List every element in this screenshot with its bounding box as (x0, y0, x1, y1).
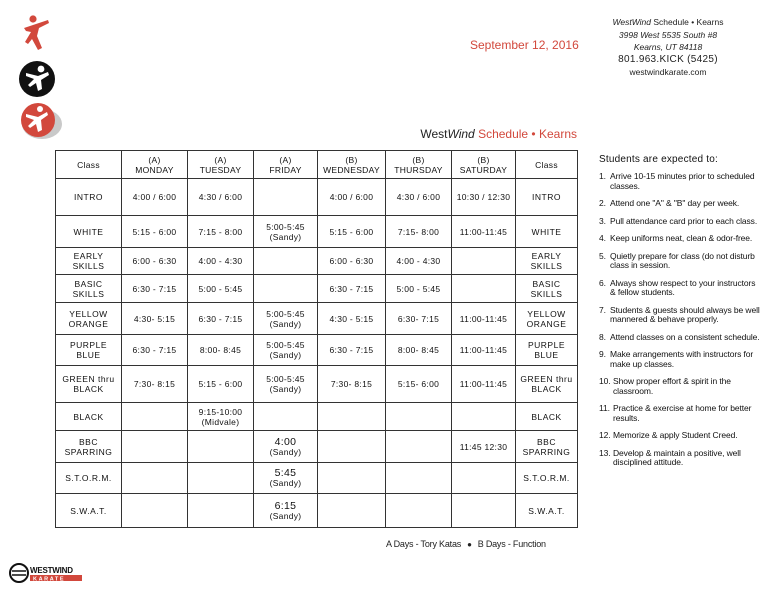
table-row (56, 303, 578, 335)
footer-legend (386, 539, 546, 549)
table-row (56, 403, 578, 431)
time-cell (254, 403, 318, 431)
time-cell: 6:30 - 7:15 (318, 335, 386, 366)
class-name-cell: BLACK (56, 403, 122, 431)
address-title: WestWind Schedule • Kearns (612, 17, 724, 27)
time-cell (254, 179, 318, 216)
time-cell: 5:15 - 6:00 (122, 216, 188, 248)
time-cell (386, 403, 452, 431)
time-cell: 4:30 - 5:15 (318, 303, 386, 335)
time-cell (188, 494, 254, 528)
class-name-cell: GREEN thru BLACK (516, 366, 578, 403)
class-name-cell: PURPLE BLUE (56, 335, 122, 366)
column-header: (A) MONDAY (122, 151, 188, 179)
time-cell (122, 403, 188, 431)
time-cell: 4:00 (Sandy) (254, 431, 318, 463)
time-cell (318, 403, 386, 431)
time-cell: 5:00-5:45 (Sandy) (254, 366, 318, 403)
time-cell: 4:00 - 4:30 (188, 248, 254, 275)
list-item: 5. Quietly prepare for class (do not disturb class in session. (599, 250, 755, 270)
address-city: Kearns, UT 84118 (633, 42, 703, 52)
time-cell (122, 494, 188, 528)
bullet-dot: ● (467, 540, 472, 549)
class-name-cell: EARLY SKILLS (56, 248, 122, 275)
table-row (56, 179, 578, 216)
time-cell: 4:00 - 4:30 (386, 248, 452, 275)
class-name-cell: S.W.A.T. (516, 494, 578, 528)
class-name-cell: INTRO (56, 179, 122, 216)
time-cell: 4:30 / 6:00 (386, 179, 452, 216)
class-name-cell: BBC SPARRING (56, 431, 122, 463)
class-name-cell: YELLOW ORANGE (516, 303, 578, 335)
time-cell: 7:15 - 8:00 (188, 216, 254, 248)
svg-text:KARATE: KARATE (33, 576, 66, 583)
time-cell (452, 463, 516, 494)
table-row (56, 463, 578, 494)
class-schedule-table (55, 150, 578, 528)
schedule-date: September 12, 2016 (470, 38, 579, 52)
column-header: (B) SATURDAY (452, 151, 516, 179)
time-cell: 4:00 / 6:00 (318, 179, 386, 216)
list-item: 9. Make arrangements with instructors for make up classes. (599, 349, 754, 369)
time-cell (122, 431, 188, 463)
time-cell (254, 248, 318, 275)
list-item: 1. Arrive 10-15 minutes prior to scheduled classes. (599, 171, 755, 191)
legend-b-days: B Days - Function (477, 539, 546, 549)
table-row (56, 216, 578, 248)
schedule-heading: WestWind Schedule • Kearns (420, 127, 577, 141)
class-name-cell: YELLOW ORANGE (56, 303, 122, 335)
class-name-cell: INTRO (516, 179, 578, 216)
list-item: 6. Always show respect to your instructors & fellow students. (599, 277, 756, 297)
list-item: 7. Students & guests should always be well mannered & behave properly. (599, 304, 760, 324)
time-cell: 5:00-5:45 (Sandy) (254, 303, 318, 335)
time-cell: 6:30 - 7:15 (188, 303, 254, 335)
time-cell (386, 431, 452, 463)
address-street: 3998 West 5535 South #8 (618, 29, 718, 40)
time-cell: 5:00-5:45 (Sandy) (254, 216, 318, 248)
time-cell: 8:00- 8:45 (188, 335, 254, 366)
expectations-list (599, 172, 761, 468)
list-item: 13. Develop & maintain a positive, well disciplined attitude. (599, 447, 741, 467)
time-cell: 6:30 - 7:15 (122, 335, 188, 366)
class-name-cell: WHITE (56, 216, 122, 248)
list-item: 11. Practice & exercise at home for better results. (599, 403, 752, 423)
time-cell (318, 494, 386, 528)
column-header: (A) TUESDAY (188, 151, 254, 179)
time-cell (452, 275, 516, 303)
time-cell (318, 463, 386, 494)
class-name-cell: EARLY SKILLS (516, 248, 578, 275)
column-header: (B) WEDNESDAY (318, 151, 386, 179)
time-cell: 11:00-11:45 (452, 366, 516, 403)
time-cell: 5:00-5:45 (Sandy) (254, 335, 318, 366)
time-cell (188, 431, 254, 463)
column-header: Class (516, 151, 578, 179)
time-cell: 5:15- 6:00 (386, 366, 452, 403)
class-name-cell: S.T.O.R.M. (56, 463, 122, 494)
time-cell: 8:00- 8:45 (386, 335, 452, 366)
time-cell (452, 403, 516, 431)
westwind-karate-logo-icon (8, 560, 88, 586)
karate-kick-logo-icon (20, 14, 52, 52)
time-cell: 11:45 12:30 (452, 431, 516, 463)
expectations-title: Students are expected to: (599, 154, 718, 165)
table-row (56, 248, 578, 275)
list-item: 12. Memorize & apply Student Creed. (599, 430, 738, 440)
table-row (56, 335, 578, 366)
table-header-row (56, 151, 578, 179)
class-name-cell: WHITE (516, 216, 578, 248)
time-cell (254, 275, 318, 303)
column-header: (A) FRIDAY (254, 151, 318, 179)
time-cell: 11:00-11:45 (452, 303, 516, 335)
time-cell (452, 248, 516, 275)
time-cell: 6:15 (Sandy) (254, 494, 318, 528)
time-cell: 5:45 (Sandy) (254, 463, 318, 494)
time-cell (452, 494, 516, 528)
class-name-cell: S.W.A.T. (56, 494, 122, 528)
time-cell: 6:30 - 7:15 (318, 275, 386, 303)
table-row (56, 431, 578, 463)
time-cell: 7:15- 8:00 (386, 216, 452, 248)
list-item: 4. Keep uniforms neat, clean & odor-free. (599, 233, 753, 243)
time-cell: 6:30- 7:15 (386, 303, 452, 335)
list-item: 3. Pull attendance card prior to each class. (599, 215, 758, 226)
address-block (598, 16, 738, 79)
time-cell: 4:30- 5:15 (122, 303, 188, 335)
class-name-cell: PURPLE BLUE (516, 335, 578, 366)
time-cell: 5:00 - 5:45 (188, 275, 254, 303)
legend-a-days: A Days - Tory Katas (386, 539, 462, 549)
class-name-cell: BBC SPARRING (516, 431, 578, 463)
time-cell: 5:00 - 5:45 (386, 275, 452, 303)
time-cell (386, 463, 452, 494)
time-cell: 4:00 / 6:00 (122, 179, 188, 216)
student-expectations (599, 154, 761, 476)
time-cell: 5:15 - 6:00 (318, 216, 386, 248)
time-cell: 7:30- 8:15 (318, 366, 386, 403)
class-name-cell: BASIC SKILLS (516, 275, 578, 303)
class-name-cell: GREEN thru BLACK (56, 366, 122, 403)
table-row (56, 275, 578, 303)
time-cell: 10:30 / 12:30 (452, 179, 516, 216)
time-cell: 5:15 - 6:00 (188, 366, 254, 403)
list-item: 8. Attend classes on a consistent schedule. (599, 331, 760, 342)
globe-fighter-logo-icon (14, 100, 64, 142)
table-row (56, 366, 578, 403)
class-name-cell: S.T.O.R.M. (516, 463, 578, 494)
time-cell: 11:00-11:45 (452, 216, 516, 248)
list-item: 2. Attend one "A" & "B" day per week. (599, 198, 740, 208)
time-cell: 6:00 - 6:30 (318, 248, 386, 275)
class-name-cell: BASIC SKILLS (56, 275, 122, 303)
martial-artist-circle-logo-icon (18, 60, 56, 98)
time-cell: 6:00 - 6:30 (122, 248, 188, 275)
list-item: 10. Show proper effort & spirit in the classroom. (599, 376, 731, 396)
time-cell: 7:30- 8:15 (122, 366, 188, 403)
time-cell (318, 431, 386, 463)
time-cell: 9:15-10:00 (Midvale) (188, 403, 254, 431)
column-header: (B) THURSDAY (386, 151, 452, 179)
column-header: Class (56, 151, 122, 179)
time-cell (188, 463, 254, 494)
address-website: westwindkarate.com (629, 67, 707, 77)
class-name-cell: BLACK (516, 403, 578, 431)
logo-wordmark: WESTWIND (30, 566, 73, 575)
address-phone: 801.963.KICK (5425) (618, 53, 718, 65)
time-cell (386, 494, 452, 528)
time-cell (122, 463, 188, 494)
time-cell: 11:00-11:45 (452, 335, 516, 366)
time-cell: 6:30 - 7:15 (122, 275, 188, 303)
table-row (56, 494, 578, 528)
time-cell: 4:30 / 6:00 (188, 179, 254, 216)
